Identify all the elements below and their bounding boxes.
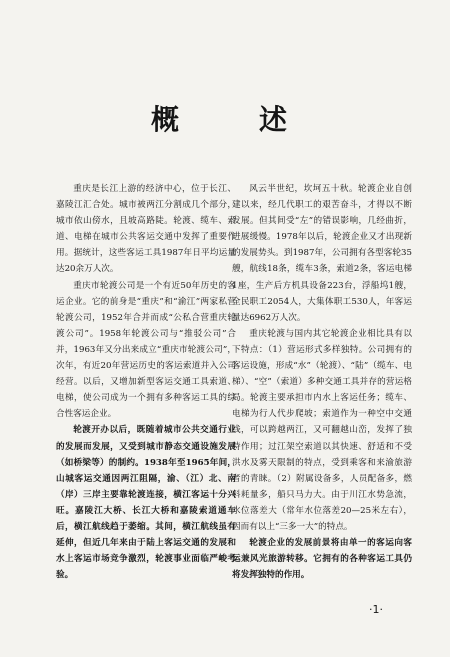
title-char-2: 述 [259, 103, 288, 136]
right-paragraph-2: 重庆轮渡与国内其它轮渡企业相比具有以下特点：（1）营运形式多样独特。公司拥有的客运设施，形成“水”（轮渡）、“陆”（缆车、电梯）、“空”（索道）多种交通工具并存的营运格局。轮渡主要承担市内水上客运任务；缆车、电梯为行人代步爬坡；索道作为一种空中交通线，可以跨越两江，又可翻越山峦，发挥了独特作用；过江架空索道以其快速、舒适和不受洪水及雾天限制的特点，受到乘客和来渝旅游者的青睐。（2）附属设备多，人员配备多，燃料耗量多，船只马力大。由于川江水势急流，水位落差大（常年水位落差20—25米左右），因而有以上“三多一大”的特点。 [232, 328, 412, 532]
left-paragraph-3: 轮渡开办以后，既随着城市公共交通行业的发展而发展，又受到城市静态交通设施发展（如桥梁等）的制约。1938年至1965年间，山城客运交通因两江阻隔，渝、（江）北、南（岸）三岸主要靠轮渡连接，横江客运十分兴旺。嘉陵江大桥、长江大桥和嘉陵索道通车后，横江航线趋于萎缩。其间，横江航线虽有延伸，但近几年来由于陆上客运交通的发展和水上客运市场竞争激烈，轮渡事业面临严峻考验。 [56, 425, 236, 581]
left-paragraph-2: 重庆市轮渡公司是一个有近50年历史的客运企业。它的前身是“重庆”和“渝江”两家私营轮渡公司，1952年合并而成“公私合营重庆轮渡公司”。1958年轮渡公司与“推驳公司”合并，1963年又分出来成立“重庆市轮渡公司”，次年，有近20年营运历史的客运索道并入公司经营。以后，又增加新型客运交通工具索道、电梯，使公司成为一个拥有多种客运工具的综合性客运企业。 [56, 280, 236, 420]
right-paragraph-1: 风云半世纪，坎坷五十秋。轮渡企业自创建以来，经几代职工的艰苦奋斗，才得以不断发展。但其间受“左”的错误影响，几经曲折，进展缓慢。1978年以后，轮渡企业又才出现新的发展势头。到1987年，公司拥有各型客轮35艘，航线18条，缆车3条，索道2条，客运电梯1座，生产后方机具设备223台，浮船坞1艘，全民职工2054人，大集体职工530人，年客运量达6962万人次。 [232, 184, 412, 323]
right-paragraph-3: 轮渡企业的发展前景将由单一的客运向客运兼风光旅游转移。它拥有的各种客运工具仍将发挥独特的作用。 [232, 538, 412, 581]
title-char-1: 概 [151, 103, 180, 136]
left-paragraph-1: 重庆是长江上游的经济中心，位于长江、嘉陵江汇合处。城市被两江分割成几个部分，城市依山傍水，且坡高路陡。轮渡、缆车、索道、电梯在城市公共客运交通中发挥了重要作用。据统计，这些客运工具1987年日平均运量达20余万人次。 [56, 184, 236, 275]
left-column [56, 181, 236, 583]
page-number: ·1· [369, 603, 383, 616]
right-column [232, 181, 412, 583]
